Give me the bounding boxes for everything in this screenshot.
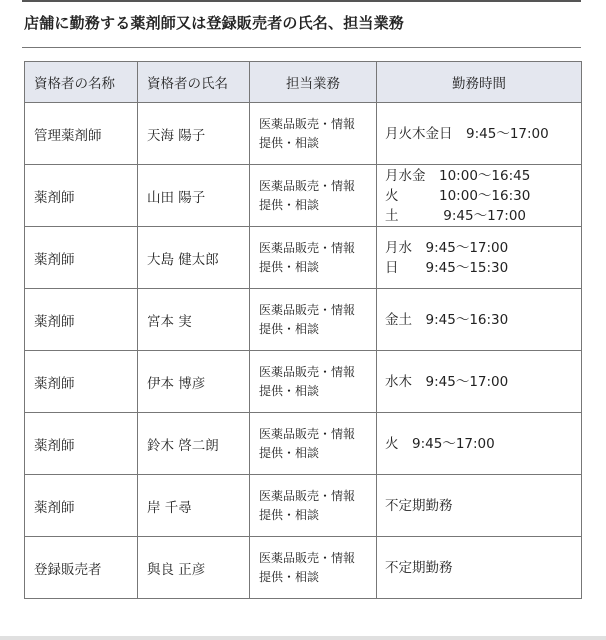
hours-cell bbox=[377, 289, 582, 351]
duty-line: 提供・相談 bbox=[259, 321, 320, 336]
duty-line: 医薬品販売・情報 bbox=[259, 364, 356, 379]
duty-line: 提供・相談 bbox=[259, 259, 320, 274]
qualification-cell: 登録販売者 bbox=[25, 537, 138, 599]
qualification-cell: 薬剤師 bbox=[25, 165, 138, 227]
duty-line: 医薬品販売・情報 bbox=[259, 240, 356, 255]
hours-cell bbox=[377, 227, 582, 289]
hours-cell bbox=[377, 537, 582, 599]
hours-line: 火 10:00～16:30 bbox=[385, 187, 531, 204]
table-row bbox=[25, 227, 582, 289]
hours-cell bbox=[377, 351, 582, 413]
hours-line: 火 9:45～17:00 bbox=[385, 435, 495, 452]
duty-line: 医薬品販売・情報 bbox=[259, 488, 356, 503]
table-row bbox=[25, 289, 582, 351]
hours-line: 金土 9:45～16:30 bbox=[385, 311, 509, 328]
duty-line: 提供・相談 bbox=[259, 197, 320, 212]
duty-line: 提供・相談 bbox=[259, 569, 320, 584]
top-divider bbox=[22, 0, 581, 2]
hours-line: 月水 9:45～17:00 bbox=[385, 239, 509, 256]
hours-line: 水木 9:45～17:00 bbox=[385, 373, 509, 390]
duty-line: 提供・相談 bbox=[259, 383, 320, 398]
hours-line: 不定期勤務 bbox=[385, 559, 453, 576]
duty-line: 提供・相談 bbox=[259, 445, 320, 460]
hours-line: 日 9:45～15:30 bbox=[385, 259, 509, 276]
hours-cell bbox=[377, 103, 582, 165]
qualification-cell: 薬剤師 bbox=[25, 289, 138, 351]
duty-cell bbox=[250, 289, 377, 351]
duty-cell bbox=[250, 537, 377, 599]
header-qualification: 資格者の名称 bbox=[25, 62, 138, 103]
header-hours: 勤務時間 bbox=[377, 62, 582, 103]
table-header-row bbox=[25, 62, 582, 103]
qualification-cell: 管理薬剤師 bbox=[25, 103, 138, 165]
hours-line: 月火木金日 9:45～17:00 bbox=[385, 125, 549, 142]
staff-table bbox=[24, 61, 582, 599]
duty-cell bbox=[250, 227, 377, 289]
name-cell: 大島 健太郎 bbox=[138, 227, 250, 289]
bottom-divider bbox=[0, 636, 606, 640]
name-cell: 與良 正彦 bbox=[138, 537, 250, 599]
hours-cell bbox=[377, 475, 582, 537]
duty-cell bbox=[250, 165, 377, 227]
hours-line: 月水金 10:00～16:45 bbox=[385, 167, 531, 184]
qualification-cell: 薬剤師 bbox=[25, 475, 138, 537]
table-row bbox=[25, 103, 582, 165]
hours-line: 土 9:45～17:00 bbox=[385, 207, 527, 224]
hours-line: 不定期勤務 bbox=[385, 497, 453, 514]
qualification-cell: 薬剤師 bbox=[25, 227, 138, 289]
duty-line: 医薬品販売・情報 bbox=[259, 302, 356, 317]
table-row bbox=[25, 351, 582, 413]
qualification-cell: 薬剤師 bbox=[25, 413, 138, 475]
duty-line: 提供・相談 bbox=[259, 135, 320, 150]
header-name: 資格者の氏名 bbox=[138, 62, 250, 103]
page-title: 店舗に勤務する薬剤師又は登録販売者の氏名、担当業務 bbox=[24, 14, 405, 32]
table-row bbox=[25, 537, 582, 599]
duty-line: 提供・相談 bbox=[259, 507, 320, 522]
duty-line: 医薬品販売・情報 bbox=[259, 178, 356, 193]
name-cell: 山田 陽子 bbox=[138, 165, 250, 227]
hours-cell bbox=[377, 413, 582, 475]
duty-line: 医薬品販売・情報 bbox=[259, 550, 356, 565]
table-row bbox=[25, 413, 582, 475]
name-cell: 岸 千尋 bbox=[138, 475, 250, 537]
duty-cell bbox=[250, 103, 377, 165]
duty-cell bbox=[250, 413, 377, 475]
table-row bbox=[25, 165, 582, 227]
duty-cell bbox=[250, 475, 377, 537]
name-cell: 天海 陽子 bbox=[138, 103, 250, 165]
title-divider bbox=[22, 47, 581, 48]
duty-line: 医薬品販売・情報 bbox=[259, 116, 356, 131]
duty-line: 医薬品販売・情報 bbox=[259, 426, 356, 441]
duty-cell bbox=[250, 351, 377, 413]
name-cell: 宮本 実 bbox=[138, 289, 250, 351]
name-cell: 伊本 博彦 bbox=[138, 351, 250, 413]
header-duty: 担当業務 bbox=[250, 62, 377, 103]
qualification-cell: 薬剤師 bbox=[25, 351, 138, 413]
name-cell: 鈴木 啓二朗 bbox=[138, 413, 250, 475]
hours-cell bbox=[377, 165, 582, 227]
table-row bbox=[25, 475, 582, 537]
